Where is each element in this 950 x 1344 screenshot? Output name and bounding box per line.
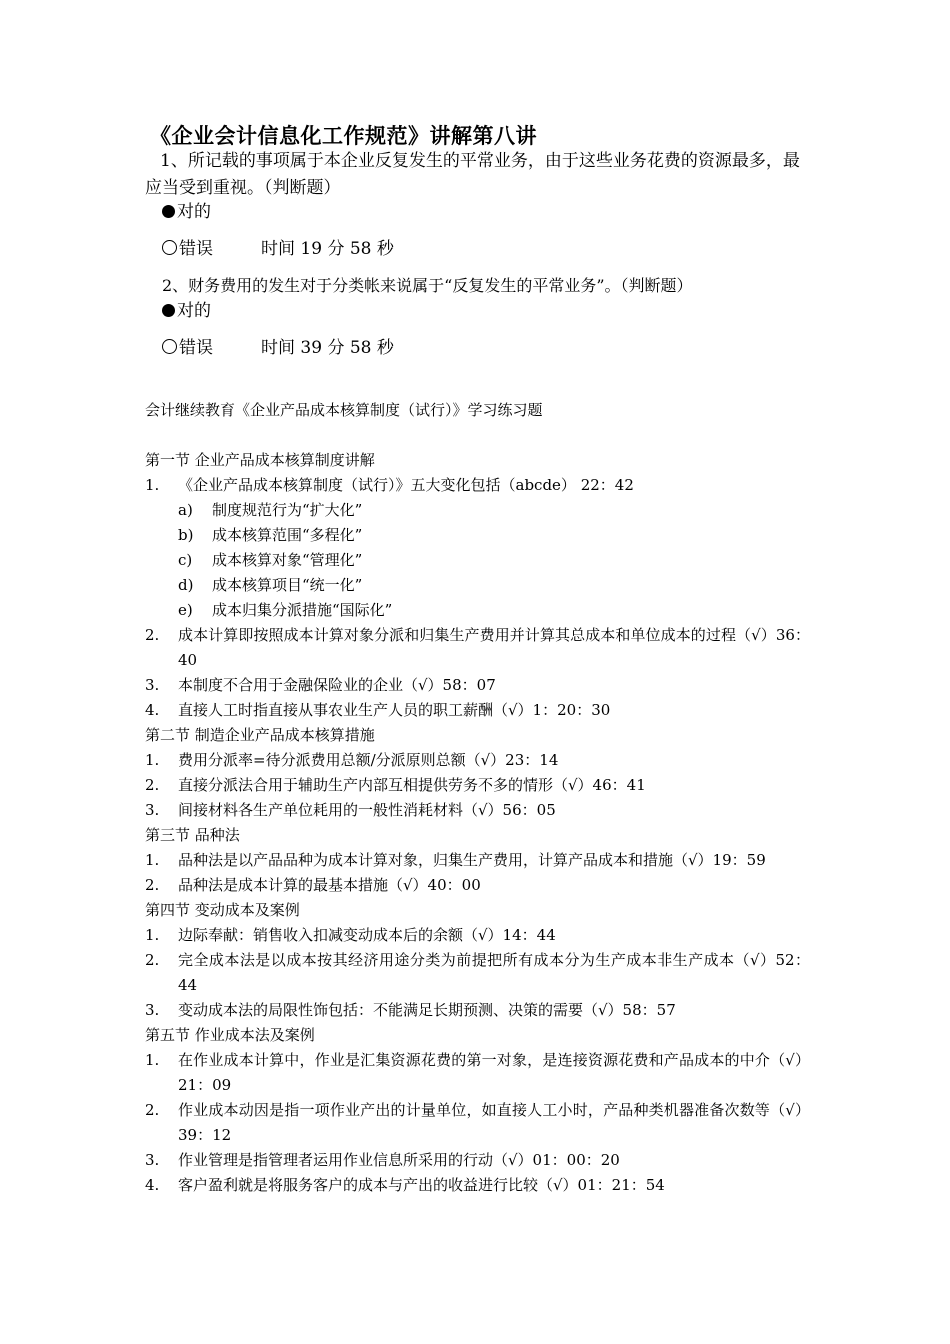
item-text: 品种法是以产品品种为成本计算对象，归集生产费用，计算产品成本和措施（√）19：59 <box>178 851 766 869</box>
sub-list-item <box>145 498 810 523</box>
section-title: 第五节 作业成本法及案例 <box>145 1026 315 1044</box>
question-2-time: 时间 39 分 58 秒 <box>261 338 394 358</box>
subitem-text: 成本核算项目“统一化” <box>212 576 363 594</box>
list-item <box>145 748 810 773</box>
item-text: 间接材料各生产单位耗用的一般性消耗材料（√）56：05 <box>178 801 556 819</box>
list-item <box>145 1098 810 1148</box>
section-5 <box>145 1023 810 1198</box>
empty-circle-icon <box>162 339 177 354</box>
question-2-text: 2、财务费用的发生对于分类帐来说属于“反复发生的平常业务”。（判断题） <box>162 276 693 295</box>
option-true-label: 对的 <box>177 301 211 321</box>
item-number: 3. <box>145 1001 160 1019</box>
subitem-text: 成本核算范围“多程化” <box>212 526 363 544</box>
subitem-letter: a) <box>178 501 193 519</box>
item-text: 直接人工时指直接从事农业生产人员的职工薪酬（√）1：20：30 <box>178 701 611 719</box>
question-1-option-true <box>162 200 211 224</box>
subitem-text: 制度规范行为“扩大化” <box>212 501 363 519</box>
section-2 <box>145 723 810 823</box>
list-item <box>145 798 810 823</box>
list-item <box>145 673 810 698</box>
section-1 <box>145 448 810 723</box>
item-number: 1. <box>145 476 160 494</box>
subitem-letter: b) <box>178 526 194 544</box>
item-number: 1. <box>145 751 160 769</box>
item-number: 3. <box>145 801 160 819</box>
item-text: 客户盈利就是将服务客户的成本与产出的收益进行比较（√）01：21：54 <box>178 1176 665 1194</box>
list-item <box>145 698 810 723</box>
question-2-option-false <box>162 336 394 360</box>
item-text: 费用分派率=待分派费用总额/分派原则总额（√）23：14 <box>178 751 559 769</box>
empty-circle-icon <box>162 240 177 255</box>
item-text: 本制度不合用于金融保险业的企业（√）58：07 <box>178 676 496 694</box>
subitem-letter: d) <box>178 576 194 594</box>
section-title: 第四节 变动成本及案例 <box>145 901 300 919</box>
item-number: 2. <box>145 626 160 644</box>
item-text: 直接分派法合用于辅助生产内部互相提供劳务不多的情形（√）46：41 <box>178 776 646 794</box>
item-text: 边际奉献：销售收入扣减变动成本后的余额（√）14：44 <box>178 926 556 944</box>
list-item <box>145 1148 810 1173</box>
list-item <box>145 773 810 798</box>
list-item <box>145 473 810 498</box>
item-text: 在作业成本计算中，作业是汇集资源花费的第一对象，是连接资源花费和产品成本的中介（√）21：09 <box>178 1051 810 1094</box>
option-false-label: 错误 <box>179 338 213 358</box>
section-title: 第一节 企业产品成本核算制度讲解 <box>145 451 375 469</box>
item-text: 成本计算即按照成本计算对象分派和归集生产费用并计算其总成本和单位成本的过程（√）36：40 <box>178 626 810 669</box>
page-title: 《企业会计信息化工作规范》讲解第八讲 <box>150 123 537 148</box>
item-text: 作业成本动因是指一项作业产出的计量单位，如直接人工小时，产品种类机器准备次数等（√）39：12 <box>178 1101 810 1144</box>
question-1-option-false <box>162 237 394 261</box>
question-1-text: 1、所记载的事项属于本企业反复发生的平常业务，由于这些业务花费的资源最多，最应当受到重视。（判断题） <box>145 151 800 198</box>
option-true-label: 对的 <box>177 202 211 222</box>
item-number: 1. <box>145 926 160 944</box>
item-number: 1. <box>145 851 160 869</box>
item-number: 2. <box>145 951 160 969</box>
sub-list-item <box>145 598 810 623</box>
subitem-text: 成本归集分派措施“国际化” <box>212 601 393 619</box>
item-text: 作业管理是指管理者运用作业信息所采用的行动（√）01：00：20 <box>178 1151 620 1169</box>
question-2-option-true <box>162 299 211 323</box>
list-item <box>145 923 810 948</box>
item-number: 4. <box>145 701 160 719</box>
sub-list-item <box>145 548 810 573</box>
subitem-letter: c) <box>178 551 193 569</box>
sub-list-item <box>145 523 810 548</box>
filled-circle-icon <box>162 304 175 317</box>
sub-list-item <box>145 573 810 598</box>
list-item <box>145 998 810 1023</box>
list-item <box>145 1173 810 1198</box>
section-title: 第二节 制造企业产品成本核算措施 <box>145 726 375 744</box>
item-text: 《企业产品成本核算制度（试行）》五大变化包括（abcde） 22：42 <box>178 476 634 494</box>
item-number: 4. <box>145 1176 160 1194</box>
item-text: 品种法是成本计算的最基本措施（√）40：00 <box>178 876 481 894</box>
item-text: 变动成本法的局限性饰包括：不能满足长期预测、决策的需要（√）58：57 <box>178 1001 676 1019</box>
list-item <box>145 623 810 673</box>
item-number: 3. <box>145 676 160 694</box>
list-item <box>145 948 810 998</box>
item-number: 1. <box>145 1051 160 1069</box>
subitem-text: 成本核算对象“管理化” <box>212 551 363 569</box>
course-title: 会计继续教育《企业产品成本核算制度（试行）》学习练习题 <box>145 401 543 419</box>
option-false-label: 错误 <box>179 239 213 259</box>
filled-circle-icon <box>162 205 175 218</box>
list-item <box>145 873 810 898</box>
list-item <box>145 848 810 873</box>
item-text: 完全成本法是以成本按其经济用途分类为前提把所有成本分为生产成本非生产成本（√）52：44 <box>178 951 810 994</box>
section-4 <box>145 898 810 1023</box>
list-item <box>145 1048 810 1098</box>
item-number: 2. <box>145 776 160 794</box>
subitem-letter: e) <box>178 601 193 619</box>
item-number: 3. <box>145 1151 160 1169</box>
section-title: 第三节 品种法 <box>145 826 240 844</box>
item-number: 2. <box>145 1101 160 1119</box>
sections-list <box>145 448 810 1198</box>
question-1-time: 时间 19 分 58 秒 <box>261 239 394 259</box>
item-number: 2. <box>145 876 160 894</box>
section-3 <box>145 823 810 898</box>
